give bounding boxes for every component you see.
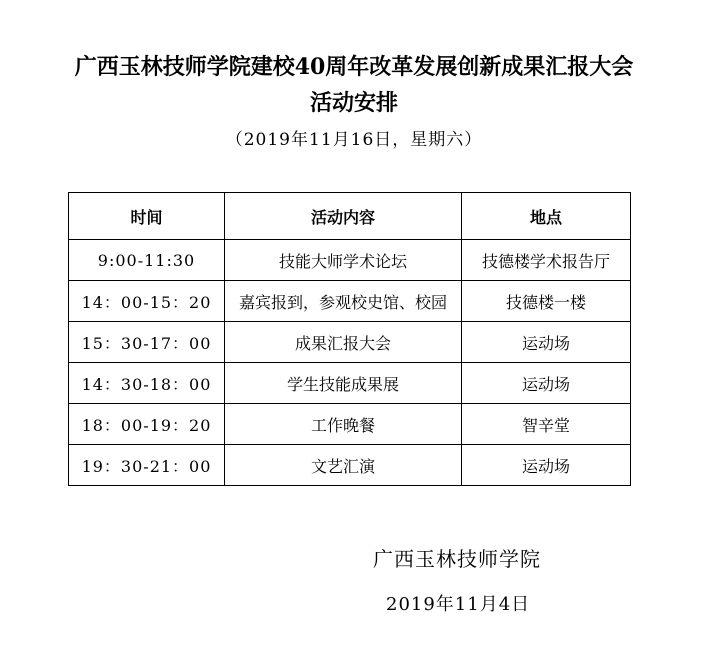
content-cell: 文艺汇演 [225, 445, 462, 486]
table-row [69, 322, 631, 363]
content-cell: 成果汇报大会 [225, 322, 462, 363]
schedule-table [68, 192, 631, 486]
place-cell: 运动场 [462, 363, 631, 404]
table-row [69, 363, 631, 404]
place-cell: 技德楼一楼 [462, 281, 631, 322]
document-title: 广西玉林技师学院建校40周年改革发展创新成果汇报大会 [74, 54, 634, 80]
document-title-line-2: 活动安排 [309, 90, 398, 116]
header-time: 时间 [69, 193, 225, 240]
content-cell: 技能大师学术论坛 [225, 240, 462, 281]
table-row [69, 281, 631, 322]
content-cell: 工作晚餐 [225, 404, 462, 445]
table-row [69, 404, 631, 445]
issue-date: 2019年11月4日 [386, 594, 531, 615]
table-row [69, 445, 631, 486]
document-date-subtitle: （2019年11月16日，星期六） [225, 130, 483, 150]
time-cell: 14：30-18：00 [69, 363, 225, 404]
place-cell: 技德楼学术报告厅 [462, 240, 631, 281]
place-cell: 智辛堂 [462, 404, 631, 445]
issuing-organization: 广西玉林技师学院 [373, 547, 541, 571]
header-content: 活动内容 [225, 193, 462, 240]
table-row [69, 240, 631, 281]
time-cell: 14：00-15：20 [69, 281, 225, 322]
place-cell: 运动场 [462, 445, 631, 486]
time-cell: 19：30-21：00 [69, 445, 225, 486]
content-cell: 嘉宾报到，参观校史馆、校园 [225, 281, 462, 322]
time-cell: 18：00-19：20 [69, 404, 225, 445]
place-cell: 运动场 [462, 322, 631, 363]
table-header-row [69, 193, 631, 240]
time-cell: 9:00-11:30 [69, 240, 225, 281]
header-place: 地点 [462, 193, 631, 240]
content-cell: 学生技能成果展 [225, 363, 462, 404]
time-cell: 15：30-17：00 [69, 322, 225, 363]
